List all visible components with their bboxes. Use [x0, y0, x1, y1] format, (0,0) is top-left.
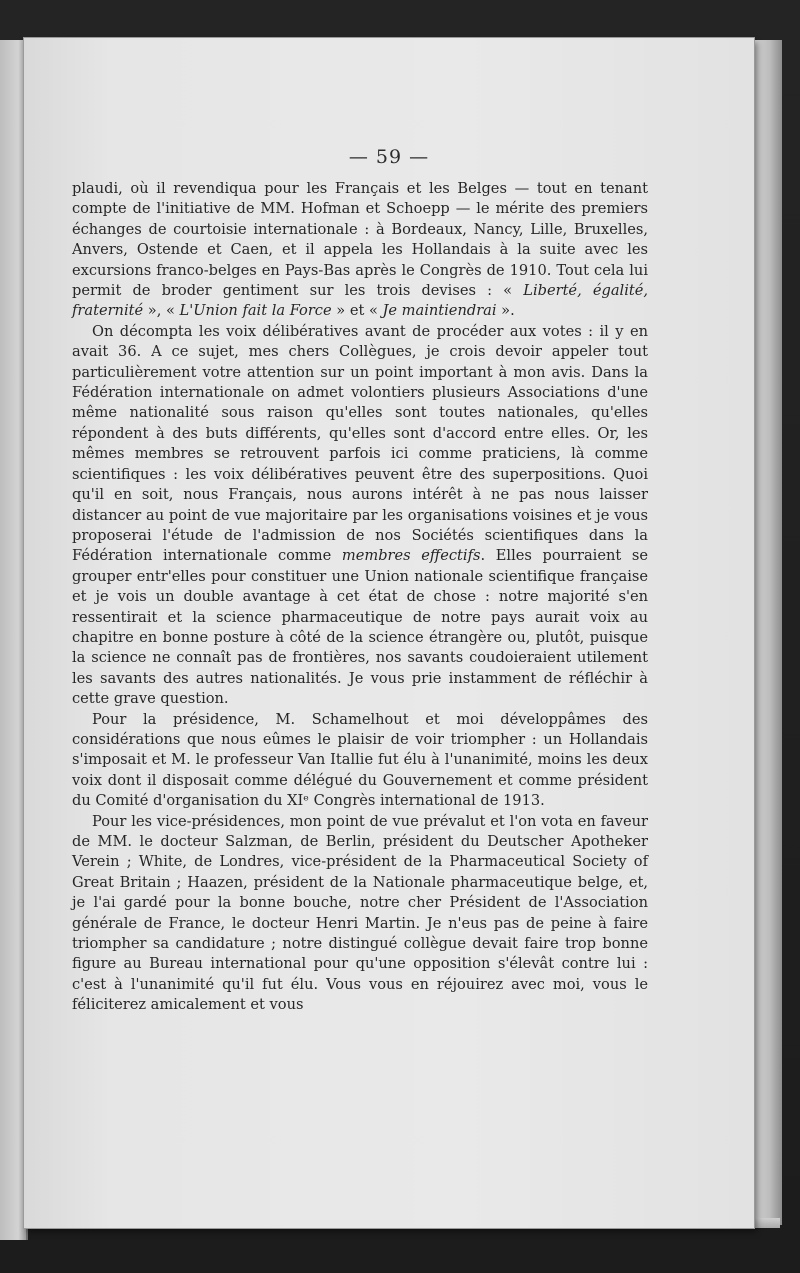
book-page	[24, 38, 754, 1228]
text-run: ».	[496, 302, 515, 320]
text-run: », «	[143, 302, 180, 320]
paragraph-continuation	[72, 179, 648, 322]
page-number: — 59 —	[348, 146, 430, 168]
page-stack-edge	[752, 40, 782, 1225]
italic-phrase: membres effectifs	[341, 547, 481, 565]
text-run: Pour la présidence, M. Schamelhout et moi développâmes des considérations que nous eûmes le plaisir de voir triompher : un Hollandais s'imposait et M. le professeur Van Itallie fut élu à l'unanimité, moins les deux voix dont il disposait comme délégué du Gouvernement et comme président du Comité d'organisation du XIᵉ Congrès international de 1913.	[72, 710, 648, 810]
text-run: plaudi, où il revendiqua pour les Français et les Belges — tout en tenant compte de l'initiative de MM. Hofman et Schoepp — le mérite des premiers échanges de courtoisie internationale : à Bordeaux, Nancy, Lille, Bruxelles, Anvers, Ostende et Caen, et il appela les Hollandais à la suite avec les excursions franco-belges en Pays-Bas après le Congrès de 1910. Tout cela lui permit de broder gentiment sur les trois devises : «	[72, 180, 648, 300]
italic-phrase: L'Union fait la Force	[179, 302, 332, 320]
text-run: » et «	[331, 302, 383, 320]
paragraph-vice-presidences	[72, 812, 648, 1016]
text-run: On décompta les voix délibératives avant de procéder aux votes : il y en avait 36. A ce sujet, mes chers Collègues, je crois devoir appeler tout particulièrement votre attention sur un point important à mon avis. Dans la Fédération internationale on admet volontiers plusieurs Associations d'une même nationalité sous raison qu'elles sont toutes nationales, qu'elles répondent à des buts différents, qu'elles sont d'accord entre elles. Or, les mêmes membres se retrouvent parfois ici comme praticiens, là comme scientifiques : les voix délibératives peuvent être des superpositions. Quoi qu'il en soit, nous Français, nous aurons intérêt à ne pas nous laisser distancer au point de vue majoritaire par les organisations voisines et je vous proposerai l'étude de l'admission de nos Sociétés scientifiques dans la Fédération internationale comme	[72, 322, 648, 565]
italic-phrase: Liberté, égalité, fraternité	[72, 282, 649, 320]
paragraph-presidence	[72, 710, 648, 812]
text-run: . Elles pourraient se grouper entr'elles pour constituer une Union nationale scientifique française et je vois un double avantage à cet état de chose : notre majorité s'en ressentirait et la science pharmaceutique de notre pays aurait voix au chapitre en bonne posture à côté de la science étrangère ou, plutôt, puisque la science ne connaît pas de frontières, nos savants coudoieraient utilement les savants des autres nationalités. Je vous prie instamment de réfléchir à cette grave question.	[72, 547, 649, 708]
body-text	[72, 179, 648, 1016]
text-run: Pour les vice-présidences, mon point de vue prévalut et l'on vota en faveur de MM. le docteur Salzman, de Berlin, président du Deutscher Apotheker Verein ; White, de Londres, vice-président de la Pharmaceutical Society of Great Britain ; Haazen, président de la Nationale pharmaceutique belge, et, je l'ai gardé pour la bonne bouche, notre cher Président de l'Association générale de France, le docteur Henri Martin. Je n'eus pas de peine à faire triompher sa candidature ; notre distingué collègue devait faire trop bonne figure au Bureau international pour qu'une opposition s'élevât contre lui : c'est à l'unanimité qu'il fut élu. Vous vous en réjouirez avec moi, vous le féliciterez amicalement et vous	[72, 812, 648, 1014]
italic-phrase: Je maintiendrai	[382, 302, 497, 320]
paragraph-votes	[72, 322, 648, 710]
